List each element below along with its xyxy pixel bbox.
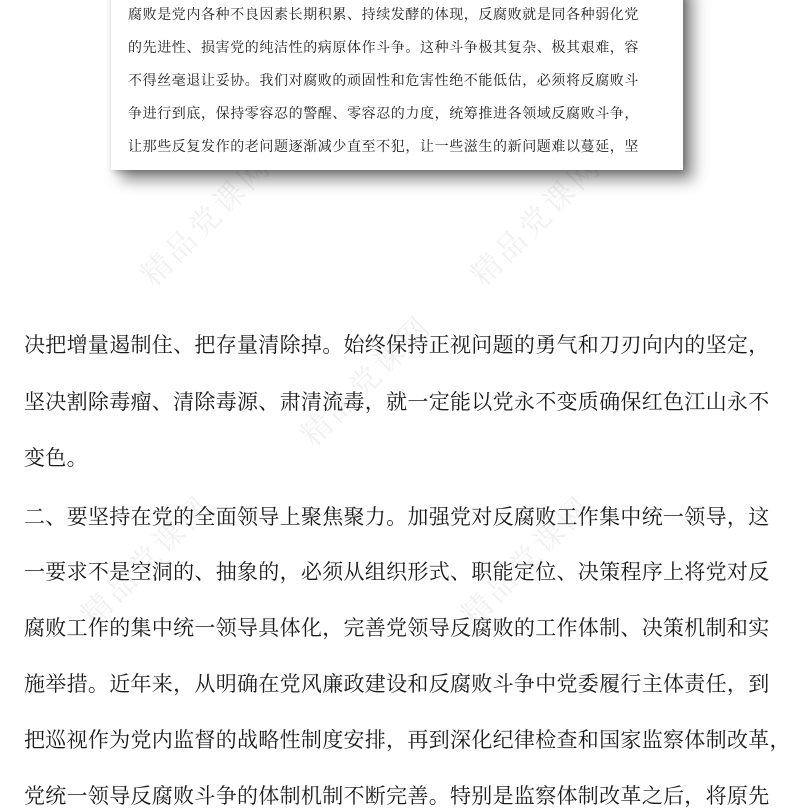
body-text-line: 一要求不是空洞的、抽象的，必须从组织形式、职能定位、决策程序上将党对反 [24, 560, 770, 584]
card-text-line: 的先进性、损害党的纯洁性的病原体作斗争。这种斗争极其复杂、极其艰难，容 [128, 40, 639, 56]
watermark: 精品党课网 [134, 148, 280, 294]
watermark: 精品党课网 [294, 308, 440, 454]
body-text-line: 坚决割除毒瘤、清除毒源、肃清流毒，就一定能以党永不变质确保红色江山永不 [24, 390, 770, 414]
card-text-line: 不得丝毫退让妥协。我们对腐败的顽固性和危害性绝不能低估，必须将反腐败斗 [128, 73, 639, 89]
card-text-line: 腐败是党内各种不良因素长期积累、持续发酵的体现，反腐败就是同各种弱化党 [128, 7, 639, 23]
body-text-line: 腐败工作的集中统一领导具体化，完善党领导反腐败的工作体制、决策机制和实 [24, 616, 770, 640]
body-text-line: 党统一领导反腐败斗争的体制机制不断完善。特别是监察体制改革之后，将原先 [24, 784, 770, 808]
watermark: 精品党课网 [464, 148, 610, 294]
card-text-line: 让那些反复发作的老问题逐渐减少直至不犯，让一些滋生的新问题难以蔓延，坚 [128, 139, 639, 155]
card-text-line: 争进行到底，保持零容忍的警醒、零容忍的力度，统筹推进各领域反腐败斗争， [128, 106, 639, 122]
body-text-line: 把巡视作为党内监督的战略性制度安排，再到深化纪律检查和国家监察体制改革， [24, 728, 791, 752]
watermark: 精品党课网 [74, 488, 220, 634]
body-text-line: 变色。 [24, 446, 88, 470]
body-text-line: 决把增量遏制住、把存量清除掉。始终保持正视问题的勇气和刀刃向内的坚定， [24, 333, 770, 357]
document-excerpt-card [111, 0, 683, 170]
watermark: 精品党课网 [454, 488, 600, 634]
body-text-line: 施举措。近年来，从明确在党风廉政建设和反腐败斗争中党委履行主体责任，到 [24, 672, 770, 696]
section-heading-line: 二、要坚持在党的全面领导上聚焦聚力。加强党对反腐败工作集中统一领导，这 [24, 505, 770, 529]
